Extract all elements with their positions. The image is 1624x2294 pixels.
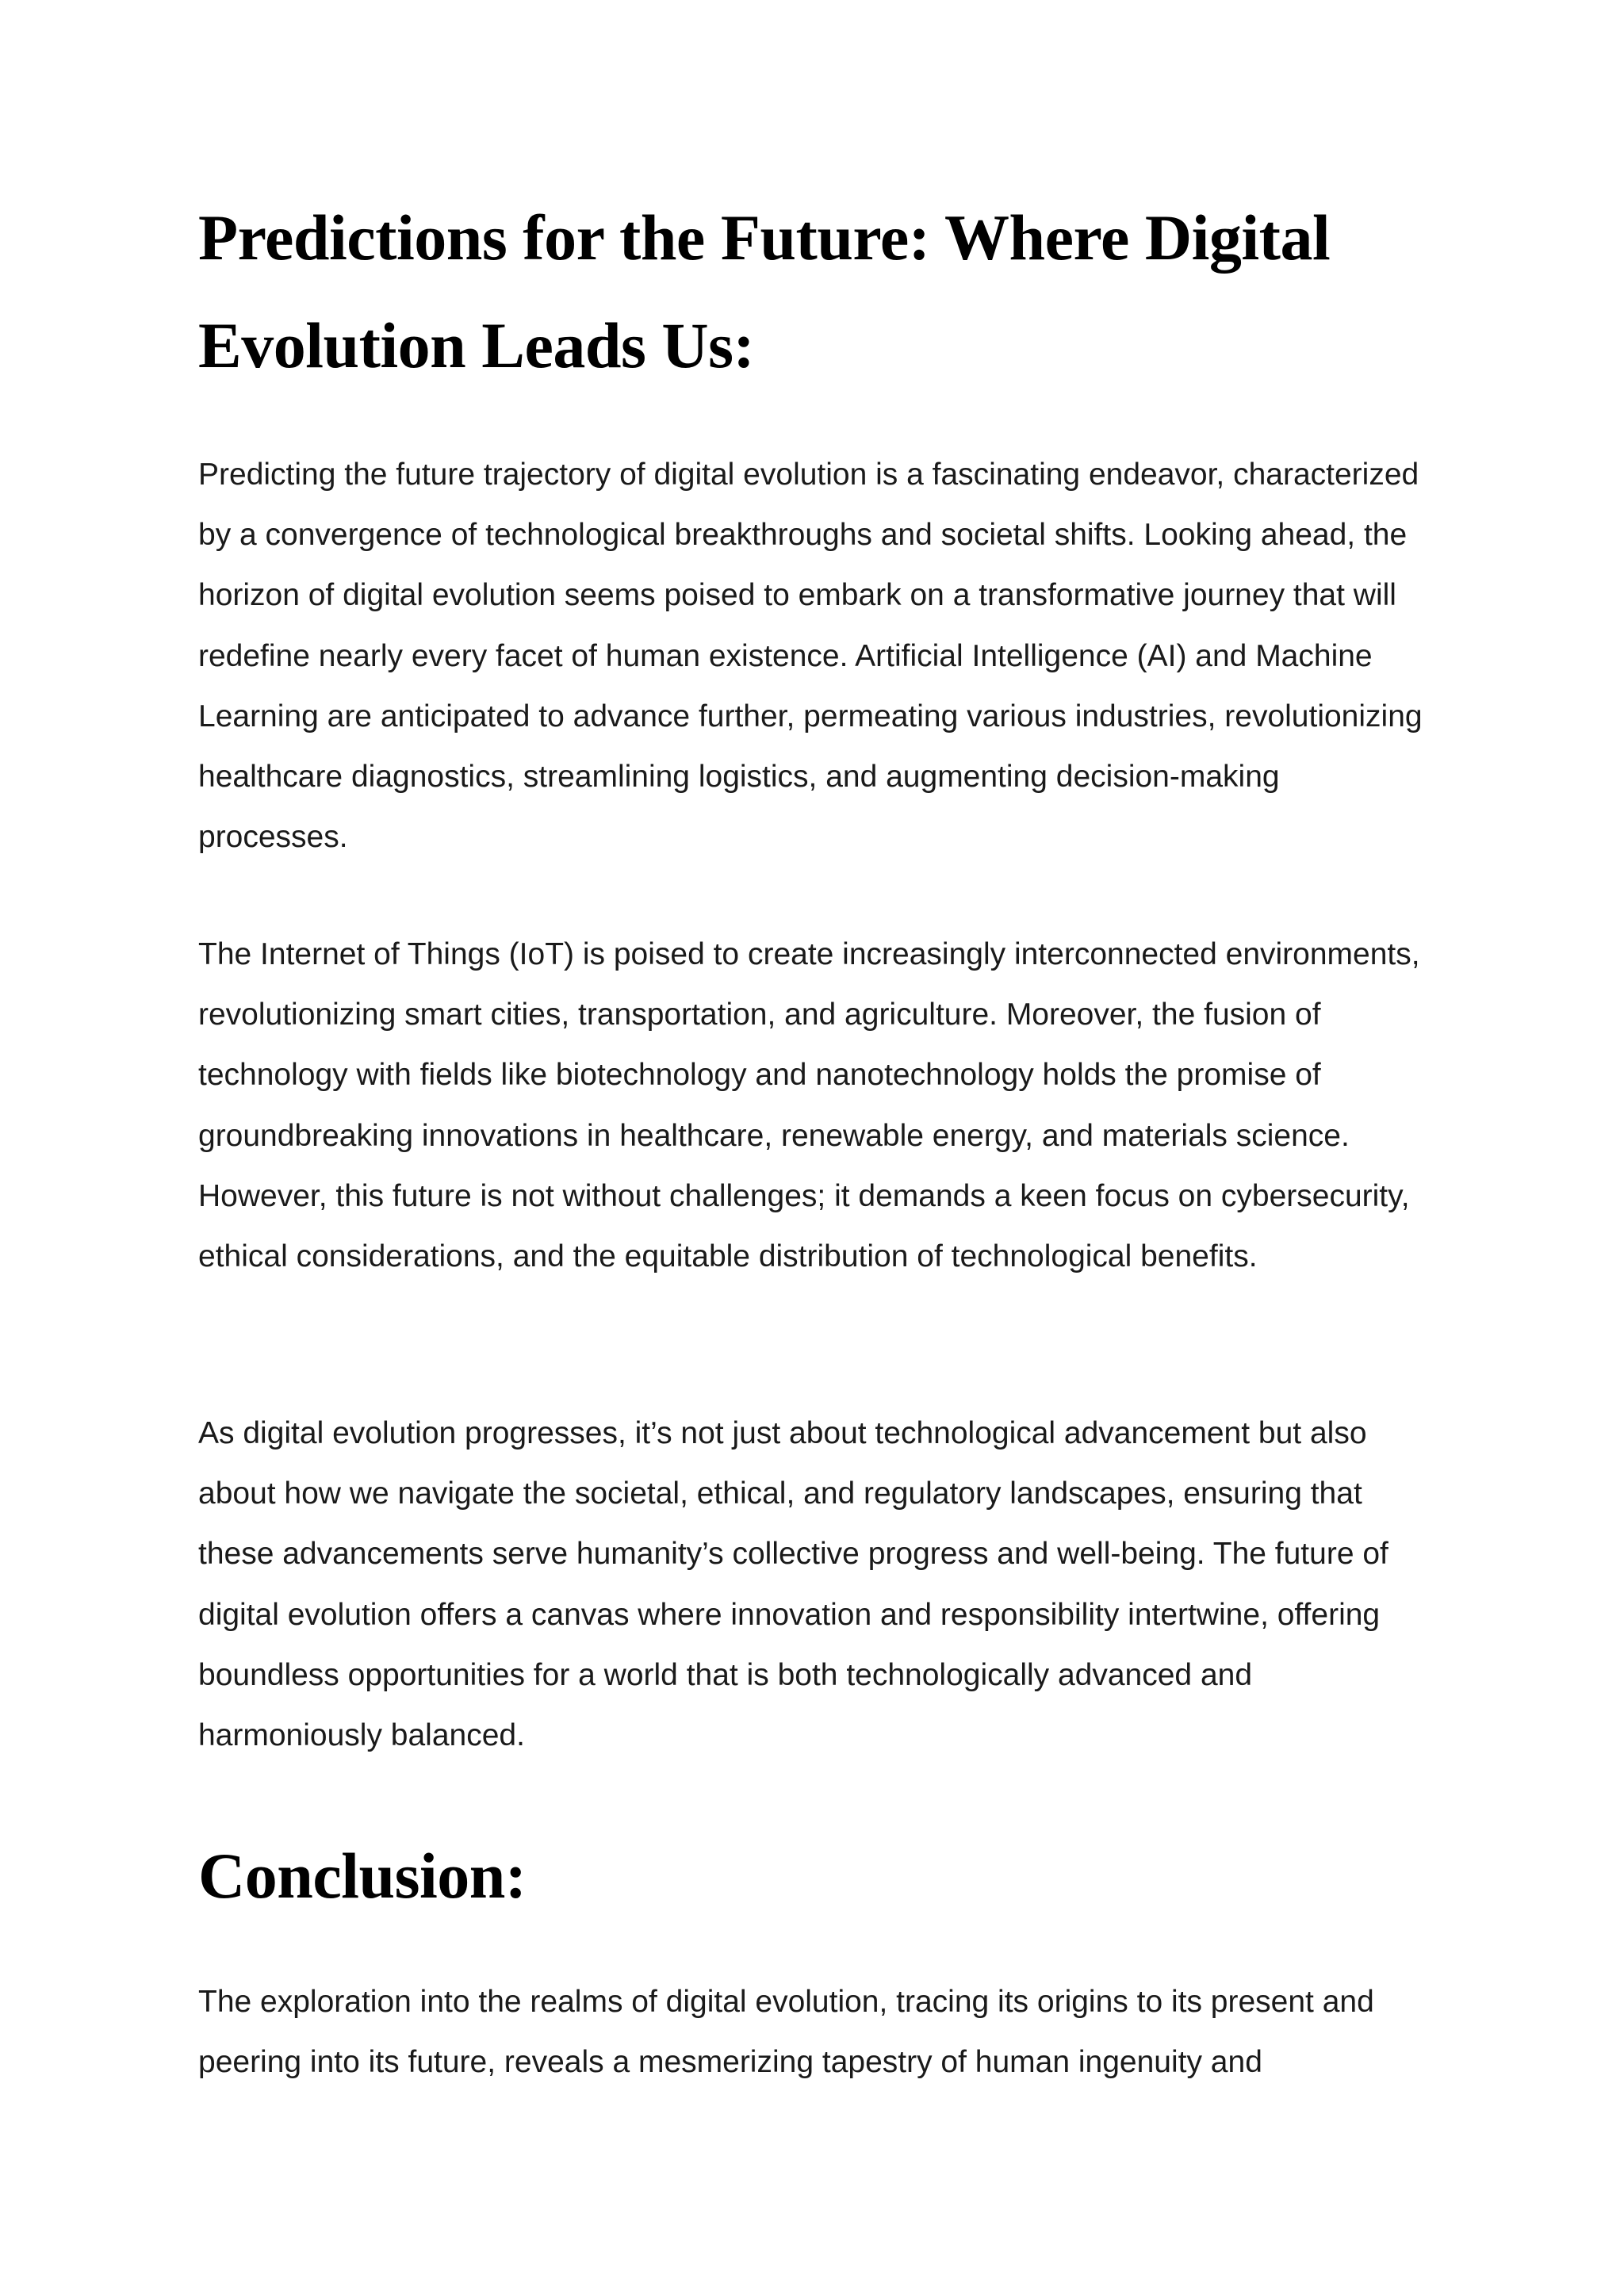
paragraph-progresses: As digital evolution progresses, it’s not just about technological advancement but also about how we navigate the societal, ethical, and regulatory landscapes, ensuring that these advancements serve humanity’s collective progress and well-being. The future of digital evolution offers a canvas where innovation and responsibility intertwine, offering boundless opportunities for a world that is both technologically advanced and harmoniously balanced. <box>198 1416 1388 1753</box>
paragraph-iot: The Internet of Things (IoT) is poised to create increasingly interconnected environments, revolutionizing smart cities, transportation, and agriculture. Moreover, the fusion of technology with fields like biotechnology and nanotechnology holds the promise of groundbreaking innovations in healthcare, renewable energy, and materials science. However, this future is not without challenges; it demands a keen focus on cybersecurity, ethical considerations, and the equitable distribution of technological benefits. <box>198 937 1420 1274</box>
section-heading-predictions: Predictions for the Future: Where Digital Evolution Leads Us: <box>198 201 1331 381</box>
section-heading-conclusion: Conclusion: <box>198 1840 527 1912</box>
paragraph-conclusion: The exploration into the realms of digital evolution, tracing its origins to its present and peering into its future, reveals a mesmerizing tapestry of human ingenuity and <box>198 1985 1374 2080</box>
paragraph-predicting: Predicting the future trajectory of digital evolution is a fascinating endeavor, characterized by a convergence of technological breakthroughs and societal shifts. Looking ahead, the horizon of digital evolution seems poised to embark on a transformative journey that will redefine nearly every facet of human existence. Artificial Intelligence (AI) and Machine Learning are anticipated to advance further, permeating various industries, revolutionizing healthcare diagnostics, streamlining logistics, and augmenting decision-making processes. <box>198 458 1423 855</box>
